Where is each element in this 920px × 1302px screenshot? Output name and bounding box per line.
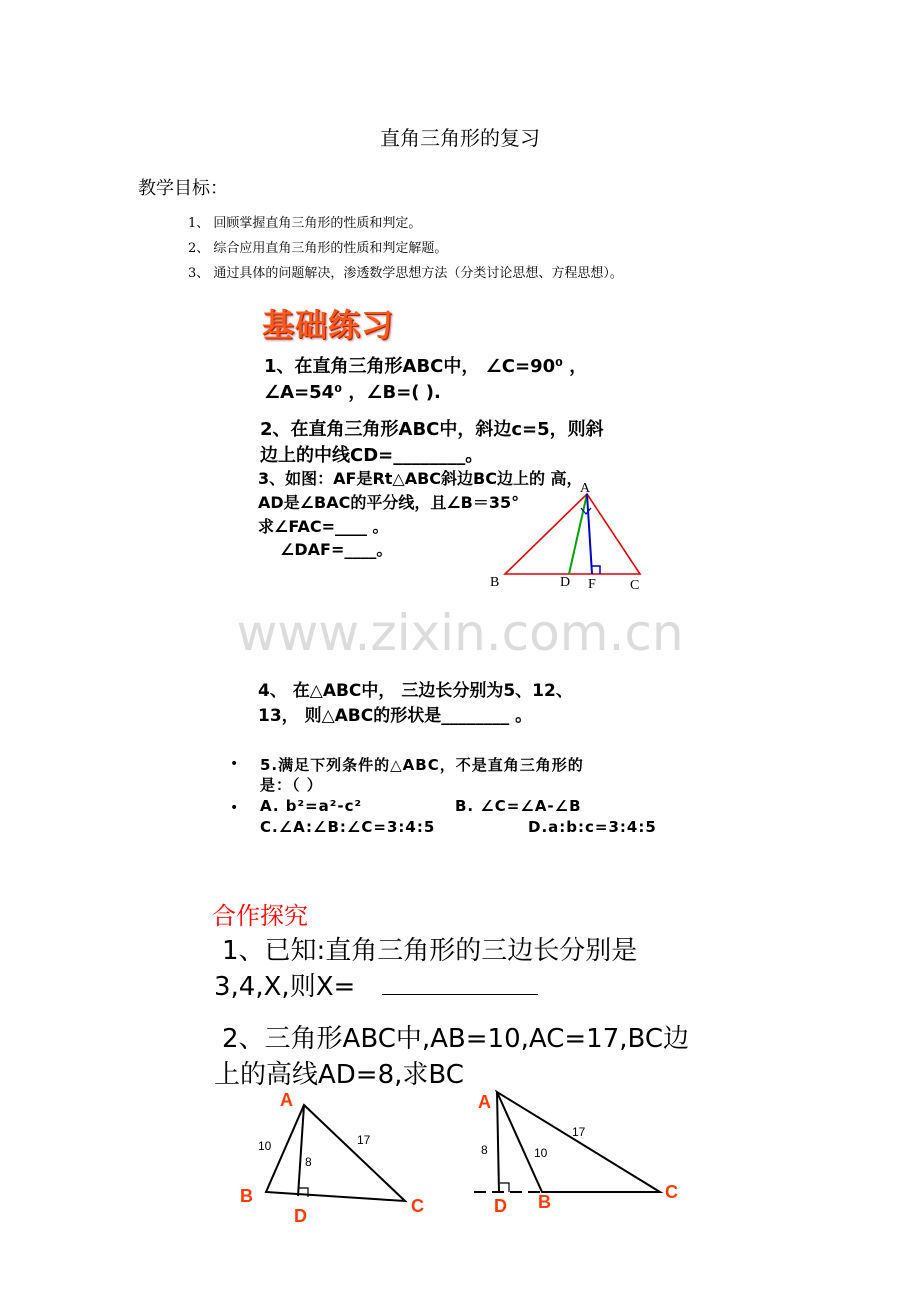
right-angle-mark xyxy=(500,1183,509,1192)
label-ad: 8 xyxy=(481,1143,488,1157)
q5-option-b: B. ∠C=∠A-∠B xyxy=(455,797,582,815)
q3-line3: 求∠FAC=____ 。 xyxy=(258,517,389,536)
label-ab: 10 xyxy=(258,1139,272,1153)
triangle-1 xyxy=(266,1105,405,1201)
label-d: D xyxy=(560,575,571,590)
label-a: A xyxy=(580,481,591,496)
q5-option-c: C.∠A:∠B:∠C=3:4:5 xyxy=(260,818,436,836)
answer-blank xyxy=(382,994,538,995)
q2-line2: 边上的中线CD=________。 xyxy=(260,445,484,466)
q1-line1: 1、在直角三角形ABC中， ∠C=90⁰ ， xyxy=(264,356,588,377)
q1-line2: ∠A=54⁰ ，∠B=( ). xyxy=(264,382,441,403)
goal-item: 1、 回顾掌握直角三角形的性质和判定。 xyxy=(188,216,422,231)
c1-line1: 1、已知:直角三角形的三边长分别是 xyxy=(222,936,638,966)
figure-2 xyxy=(468,1088,698,1238)
label-a: A xyxy=(478,1092,491,1112)
figure-1 xyxy=(230,1088,450,1238)
bullet: • xyxy=(230,800,239,816)
label-b: B xyxy=(538,1192,551,1212)
q4-line2: 13， 则△ABC的形状是________ 。 xyxy=(258,706,533,726)
label-c: C xyxy=(630,578,640,593)
label-ad: 8 xyxy=(305,1155,312,1169)
c2-line1: 2、三角形ABC中,AB=10,AC=17,BC边 xyxy=(222,1024,690,1054)
q4-line1: 4、 在△ABC中， 三边长分别为5、12、 xyxy=(258,681,573,701)
label-ac: 17 xyxy=(572,1125,586,1139)
q3-line4: ∠DAF=____。 xyxy=(280,540,393,559)
q5-line2: 是：（ ） xyxy=(260,776,323,794)
c1-line2 xyxy=(214,966,538,1003)
q3-triangle-figure xyxy=(480,478,660,598)
q3-line2: AD是∠BAC的平分线，且∠B＝35° xyxy=(258,493,520,512)
altitude-af xyxy=(587,494,592,574)
altitude-2 xyxy=(497,1092,499,1192)
label-f: F xyxy=(588,577,596,592)
triangle-2 xyxy=(497,1092,660,1192)
label-c: C xyxy=(411,1196,424,1216)
goal-item: 3、 通过具体的问题解决，渗透数学思想方法（分类讨论思想、方程思想）。 xyxy=(188,266,623,281)
cooperation-title: 合作探究 xyxy=(212,902,308,930)
q3-line1: 3、如图：AF是Rt△ABC斜边BC边上的 高， xyxy=(258,469,583,488)
q5-line1: 5.满足下列条件的△ABC，不是直角三角形的 xyxy=(260,756,584,774)
label-d: D xyxy=(294,1206,307,1226)
q5-option-d: D.a:b:c=3:4:5 xyxy=(528,818,657,836)
basic-practice-title: 基础练习 xyxy=(262,306,395,344)
label-ac: 17 xyxy=(357,1133,371,1147)
goals-heading: 教学目标： xyxy=(138,178,228,199)
c2-line2: 上的高线AD=8,求BC xyxy=(214,1060,464,1090)
label-d: D xyxy=(494,1196,507,1216)
label-a: A xyxy=(280,1090,293,1110)
label-b: B xyxy=(490,575,500,590)
page-title: 直角三角形的复习 xyxy=(380,126,540,150)
right-angle-mark xyxy=(299,1188,308,1197)
q5-option-a: A. b²=a²-c² xyxy=(260,797,363,815)
right-angle-mark xyxy=(592,566,600,574)
label-ab: 10 xyxy=(534,1146,548,1160)
label-c: C xyxy=(665,1182,678,1202)
label-b: B xyxy=(240,1186,253,1206)
bullet: • xyxy=(230,756,239,772)
q2-line1: 2、在直角三角形ABC中，斜边c=5，则斜 xyxy=(260,419,604,440)
bisector-ad xyxy=(569,494,587,574)
c1-line2-text: 3,4,X,则X= xyxy=(214,972,356,1002)
watermark: www.zixin.com.cn xyxy=(236,604,684,662)
goal-item: 2、 综合应用直角三角形的性质和判定解题。 xyxy=(188,241,448,256)
